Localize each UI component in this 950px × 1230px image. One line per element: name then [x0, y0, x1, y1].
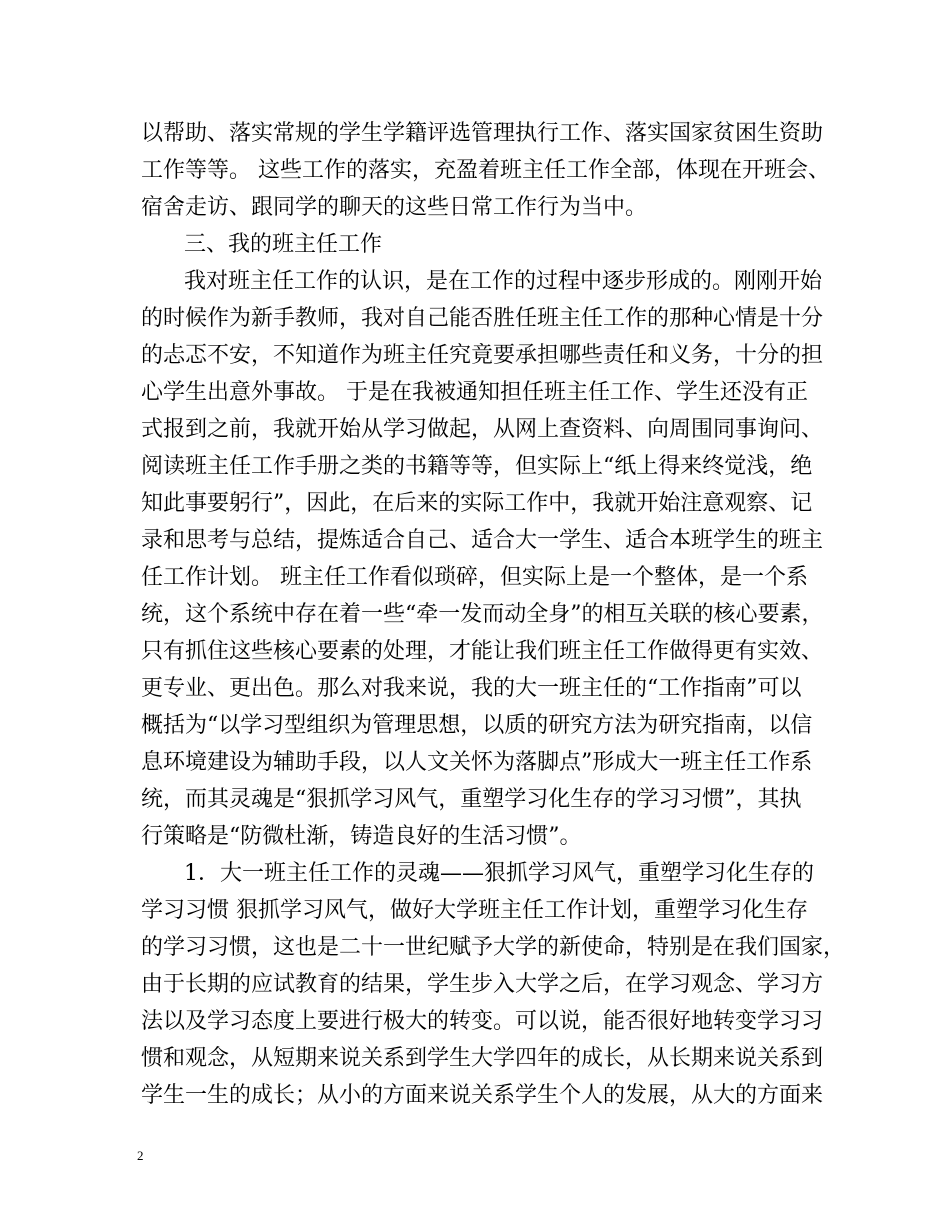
- text-line: 宿舍走访、跟同学的聊天的这些日常工作行为当中。: [141, 195, 648, 220]
- text-line: 概括为“以学习型组织为管理思想，以质的研究方法为研究指南，以信: [141, 713, 813, 738]
- text-line: 惯和观念，从短期来说关系到学生大学四年的成长，从长期来说关系到: [141, 1046, 824, 1071]
- text-line: 统，而其灵魂是“狠抓学习风气，重塑学习化生存的学习习惯”，其执: [141, 787, 802, 812]
- text-line: 我对班主任工作的认识，是在工作的过程中逐步形成的。刚刚开始: [184, 269, 823, 294]
- text-line: 更专业、更出色。那么对我来说，我的大一班主任的“工作指南”可以: [141, 676, 802, 701]
- text-line: 学生一生的成长；从小的方面来说关系学生个人的发展，从大的方面来: [141, 1083, 824, 1108]
- text-line: 学习习惯 狠抓学习风气，做好大学班主任工作计划，重塑学习化生存: [141, 898, 808, 923]
- text-line: 以帮助、落实常规的学生学籍评选管理执行工作、落实国家贫困生资助: [141, 121, 824, 146]
- text-line: 录和思考与总结，提炼适合自己、适合大一学生、适合本班学生的班主: [141, 528, 824, 553]
- text-line: 只有抓住这些核心要素的处理，才能让我们班主任工作做得更有实效、: [141, 639, 824, 664]
- subsection-heading: 1．大一班主任工作的灵魂——狠抓学习风气，重塑学习化生存的: [184, 861, 814, 886]
- text-line: 任工作计划。 班主任工作看似琐碎，但实际上是一个整体，是一个系: [141, 565, 808, 590]
- page-number: 2: [137, 1148, 144, 1163]
- text-line: 心学生出意外事故。 于是在我被通知担任班主任工作、学生还没有正: [141, 380, 808, 405]
- text-line: 息环境建设为辅助手段，以人文关怀为落脚点”形成大一班主任工作系: [141, 750, 813, 775]
- section-heading: 三、我的班主任工作: [184, 232, 383, 257]
- text-line: 工作等等。 这些工作的落实，充盈着班主任工作全部，体现在开班会、: [141, 158, 830, 183]
- text-line: 的学习习惯，这也是二十一世纪赋予大学的新使命，特别是在我们国家，: [141, 935, 846, 960]
- text-line: 统，这个系统中存在着一些“牵一发而动全身”的相互关联的核心要素，: [141, 602, 824, 627]
- text-line: 法以及学习态度上要进行极大的转变。可以说，能否很好地转变学习习: [141, 1009, 824, 1034]
- text-line: 行策略是“防微杜渐，铸造良好的生活习惯”。: [141, 824, 582, 849]
- text-line: 阅读班主任工作手册之类的书籍等等，但实际上“纸上得来终觉浅，绝: [141, 454, 813, 479]
- text-line: 的时候作为新手教师，我对自己能否胜任班主任工作的那种心情是十分: [141, 306, 824, 331]
- text-line: 的忐忑不安，不知道作为班主任究竟要承担哪些责任和义务，十分的担: [141, 343, 824, 368]
- text-line: 知此事要躬行”，因此，在后来的实际工作中，我就开始注意观察、记: [141, 491, 813, 516]
- text-line: 由于长期的应试教育的结果，学生步入大学之后，在学习观念、学习方: [141, 972, 824, 997]
- text-line: 式报到之前，我就开始从学习做起，从网上查资料、向周围同事询问、: [141, 417, 824, 442]
